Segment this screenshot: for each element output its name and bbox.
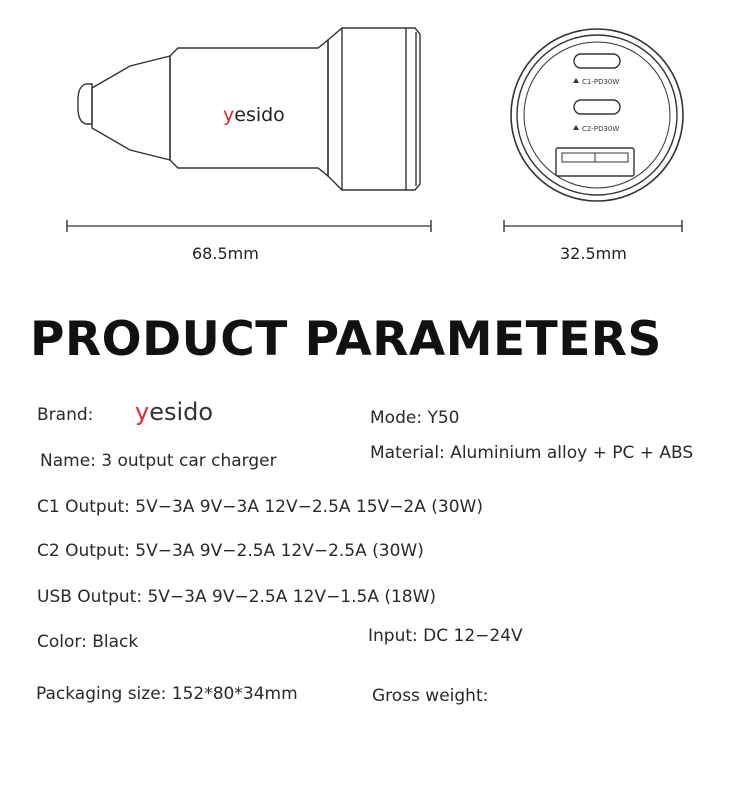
width-dimension-line — [66, 218, 432, 234]
diameter-dimension-line — [503, 218, 683, 234]
width-label: 68.5mm — [192, 244, 259, 263]
port-c2-label: C2-PD30W — [582, 125, 620, 133]
brand-logo-text: yesido — [135, 398, 214, 426]
color-text: Color: Black — [37, 632, 139, 652]
packaging-text: Packaging size: 152*80*34mm — [36, 684, 298, 704]
material-text: Material: Aluminium alloy + PC + ABS — [370, 443, 694, 463]
brand-logo — [135, 398, 213, 426]
diameter-label: 32.5mm — [560, 244, 627, 263]
front-view-drawing — [500, 20, 700, 205]
page-title: PRODUCT PARAMETERS — [30, 312, 662, 367]
model-text: Mode: Y50 — [370, 408, 460, 428]
gross-weight-text: Gross weight: — [372, 686, 489, 706]
c2-output-text: C2 Output: 5V−3A 9V−2.5A 12V−2.5A (30W) — [37, 541, 424, 561]
input-text: Input: DC 12−24V — [368, 626, 523, 646]
usb-output-text: USB Output: 5V−3A 9V−2.5A 12V−1.5A (18W) — [37, 587, 437, 607]
side-logo: yesido — [223, 104, 285, 126]
name-text: Name: 3 output car charger — [40, 451, 277, 471]
port-c1-label: C1-PD30W — [582, 78, 620, 86]
side-view-drawing — [60, 20, 440, 200]
c1-output-text: C1 Output: 5V−3A 9V−3A 12V−2.5A 15V−2A (30W) — [37, 497, 483, 517]
brand-label: Brand: — [37, 405, 94, 425]
